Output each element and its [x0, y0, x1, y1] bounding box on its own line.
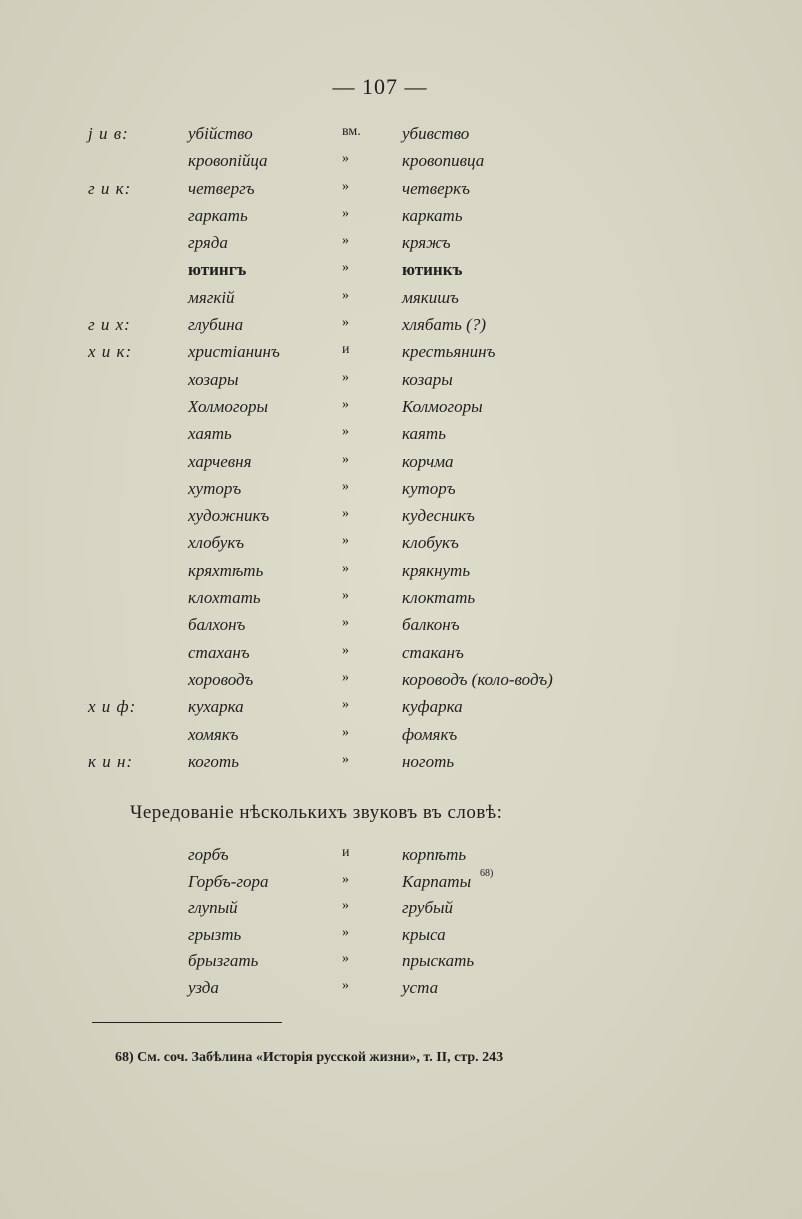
row-label: х и ф: — [88, 697, 137, 717]
row-right: корчма — [402, 451, 454, 471]
row-left: коготь — [188, 751, 239, 771]
row-right: фомякъ — [402, 724, 458, 744]
row-right: убивство — [402, 124, 470, 143]
row-left: глупый — [188, 898, 238, 917]
row-left: художникъ — [188, 506, 270, 526]
row-right: кряжъ — [402, 233, 451, 253]
row-right: грубый — [402, 898, 454, 917]
footnote: 68) См. соч. Забѣлина «Исторія русской жизни», т. II, стр. 243 — [115, 1050, 504, 1065]
row-mid: » — [342, 315, 349, 331]
row-right: мякишъ — [402, 287, 459, 307]
table-row — [0, 752, 802, 779]
row-right: Колмогоры — [402, 396, 483, 416]
row-left: глубина — [188, 315, 244, 335]
row-left: хомякъ — [188, 724, 239, 744]
row-right: козары — [402, 369, 453, 389]
row-right: клоктать — [402, 588, 476, 608]
row-right: крыса — [402, 924, 446, 944]
row-mid: » — [342, 506, 349, 522]
row-right: ноготь — [402, 751, 455, 771]
table-row — [0, 670, 802, 697]
row-mid: » — [342, 451, 349, 467]
row-left: грызть — [188, 924, 242, 944]
row-left: ютингъ — [188, 260, 247, 280]
row-mid: » — [342, 697, 349, 713]
row-right: четверкъ — [402, 178, 470, 198]
row-right: балконъ — [402, 615, 460, 635]
table-row — [0, 479, 802, 506]
row-label: х и к: — [88, 342, 133, 362]
row-mid: вм. — [342, 124, 361, 139]
row-mid: » — [342, 151, 349, 167]
row-label: г и х: — [88, 315, 131, 335]
row-left: Холмогоры — [188, 396, 269, 416]
row-label: г и к: — [88, 178, 132, 198]
table-row — [0, 342, 802, 369]
table-row — [0, 561, 802, 588]
row-right: клобукъ — [402, 533, 459, 553]
row-mid: » — [342, 642, 349, 658]
row-right: каять — [402, 424, 446, 444]
row-left: брызгать — [188, 951, 259, 970]
table-row — [0, 978, 802, 1005]
row-mid: » — [342, 260, 349, 276]
table-row — [0, 925, 802, 952]
table-row — [0, 424, 802, 451]
row-left: узда — [188, 977, 219, 997]
row-right: ютинкъ — [402, 260, 463, 280]
table-row — [0, 315, 802, 342]
row-left: хлобукъ — [188, 533, 245, 553]
page-number: — 107 — — [332, 74, 428, 99]
table-row — [0, 206, 802, 233]
row-left: хозары — [188, 369, 239, 389]
row-mid: » — [342, 287, 349, 303]
table-row — [0, 697, 802, 724]
table-row — [0, 615, 802, 642]
row-right: крякнуть — [402, 560, 471, 580]
row-left: четвергъ — [188, 178, 255, 198]
row-right: Карпаты — [402, 871, 472, 891]
row-mid: » — [342, 924, 349, 940]
row-right: куфарка — [402, 697, 463, 717]
footnote-ref: 68) — [480, 867, 494, 879]
row-mid: и — [342, 342, 350, 358]
word-pairs-table — [0, 124, 802, 779]
row-label: j и в: — [88, 124, 129, 143]
row-left: кряхтѣть — [188, 560, 264, 580]
row-right: каркать — [402, 205, 463, 225]
row-left: хуторъ — [188, 478, 242, 498]
row-mid: » — [342, 560, 349, 576]
table-row — [0, 233, 802, 260]
row-left: клохтать — [188, 588, 261, 608]
row-right: уста — [402, 977, 439, 997]
row-mid: » — [342, 233, 349, 249]
row-left: убійство — [188, 124, 253, 143]
row-right: кудесникъ — [402, 506, 475, 526]
row-left: Горбъ-гора — [188, 871, 269, 891]
row-label: к и н: — [88, 751, 134, 771]
row-left: стаханъ — [188, 642, 250, 662]
table-row — [0, 533, 802, 560]
row-left: горбъ — [188, 845, 229, 864]
row-mid: » — [342, 669, 349, 685]
table-row — [0, 452, 802, 479]
footnote-divider — [92, 1022, 282, 1023]
row-mid: » — [342, 951, 349, 966]
row-mid: » — [342, 588, 349, 604]
row-mid: » — [342, 898, 349, 913]
row-mid: » — [342, 369, 349, 385]
row-left: балхонъ — [188, 615, 246, 635]
row-mid: » — [342, 424, 349, 440]
row-left: гряда — [188, 233, 228, 253]
row-right: куторъ — [402, 478, 456, 498]
row-left: харчевня — [188, 451, 252, 471]
section-heading: Чередованіе нѣсколькихъ звуковъ въ словѣ: — [130, 802, 503, 823]
row-mid: » — [342, 396, 349, 412]
row-mid: » — [342, 178, 349, 194]
row-left: мягкій — [188, 287, 235, 307]
row-right: хлябать (?) — [402, 315, 486, 335]
row-right: стаканъ — [402, 642, 464, 662]
row-left: хаять — [188, 424, 232, 444]
word-pairs-table-2 — [0, 845, 802, 1004]
row-mid: » — [342, 478, 349, 494]
table-row — [0, 506, 802, 533]
row-mid: » — [342, 724, 349, 740]
table-row — [0, 725, 802, 752]
row-mid: » — [342, 871, 349, 887]
row-mid: » — [342, 533, 349, 549]
row-left: хороводъ — [188, 669, 254, 689]
table-row — [0, 179, 802, 206]
row-left: христіанинъ — [188, 342, 280, 362]
table-row — [0, 124, 802, 151]
row-mid: » — [342, 977, 349, 993]
row-left: кровопійца — [188, 151, 268, 171]
table-row — [0, 898, 802, 925]
row-right: прыскать — [402, 951, 475, 970]
table-row — [0, 370, 802, 397]
table-row — [0, 260, 802, 287]
row-right: кровопивца — [402, 151, 485, 171]
row-mid: » — [342, 751, 349, 767]
row-right: корпѣть — [402, 845, 467, 864]
table-row — [0, 588, 802, 615]
row-right: короводъ (коло-водъ) — [402, 669, 553, 689]
row-left: кухарка — [188, 697, 244, 717]
table-row — [0, 867, 802, 899]
table-row — [0, 951, 802, 978]
table-row — [0, 288, 802, 315]
row-right: крестьянинъ — [402, 342, 496, 362]
row-left: гаркать — [188, 205, 248, 225]
table-row — [0, 397, 802, 424]
row-mid: » — [342, 615, 349, 631]
table-row — [0, 845, 802, 872]
table-row — [0, 643, 802, 670]
row-mid: » — [342, 205, 349, 221]
table-row — [0, 151, 802, 178]
row-mid: и — [342, 845, 350, 860]
